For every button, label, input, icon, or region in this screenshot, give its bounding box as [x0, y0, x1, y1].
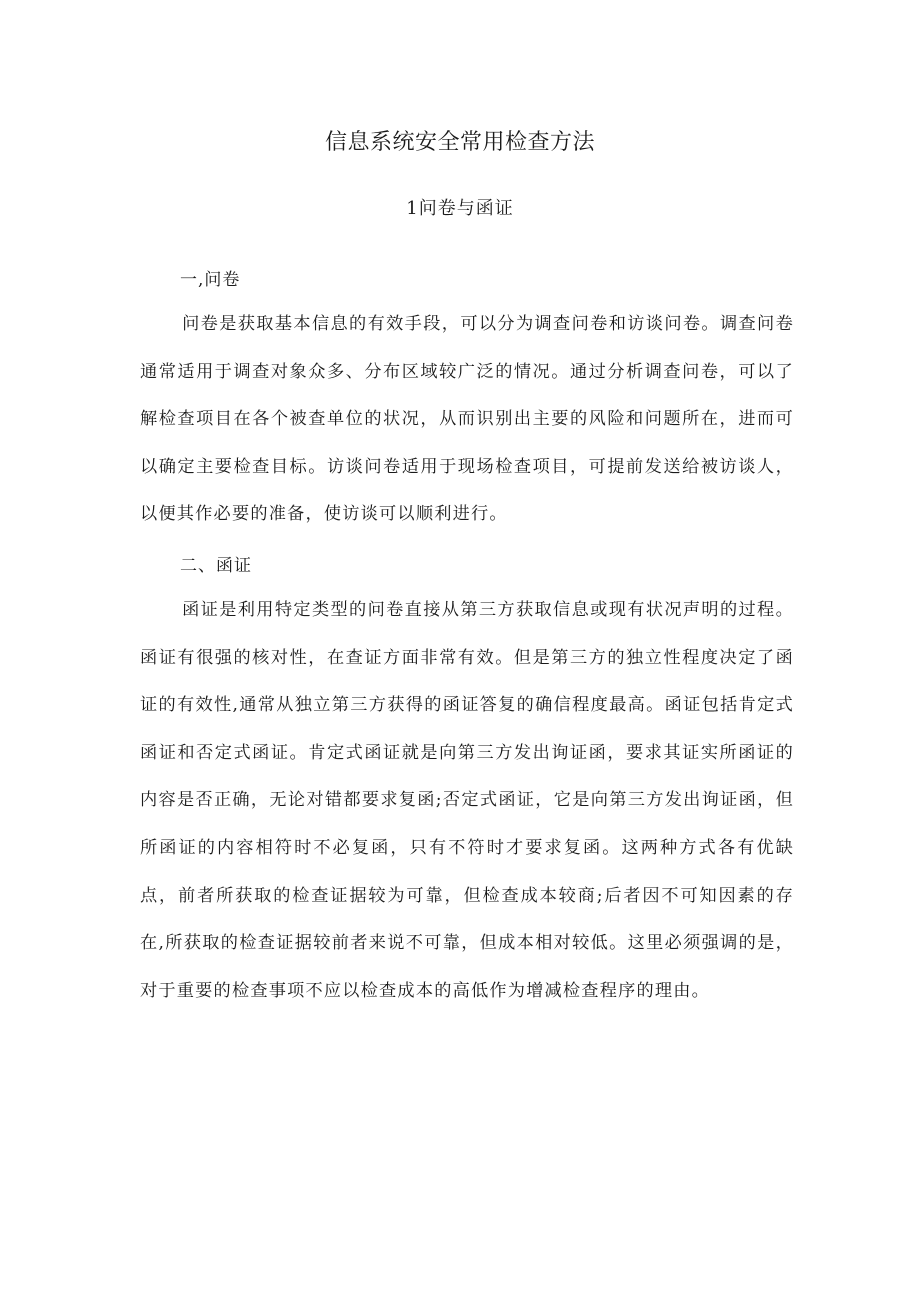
- section-heading-questionnaire: 一,问卷: [180, 270, 241, 290]
- document-title: 信息系统安全常用检查方法: [324, 130, 595, 155]
- section-body-confirmation: 函证是利用特定类型的问卷直接从第三方获取信息或现有状况声明的过程。函证有很强的核对性，在查证方面非常有效。但是第三方的独立性程度决定了函证的有效性,通常从独立第三方获得的函证答复的确信程度最高。函证包括肯定式函证和否定式函证。肯定式函证就是向第三方发出询证函，要求其证实所函证的内容是否正确，无论对错都要求复函;否定式函证，它是向第三方发出询证函，但所函证的内容相符时不必复函，只有不符时才要求复函。这两种方式各有优缺点，前者所获取的检查证据较为可靠，但检查成本较商;后者因不可知因素的存在,所获取的检查证据较前者来说不可靠，但成本相对较低。这里必须强调的是，对于重要的检查事项不应以检查成本的高低作为增减检查程序的理由。: [140, 600, 794, 1001]
- section-heading-confirmation: 二、函证: [180, 556, 252, 576]
- document-subtitle: 1问卷与函证: [406, 198, 514, 219]
- section-body-questionnaire: 问卷是获取基本信息的有效手段，可以分为调查问卷和访谈问卷。调查问卷通常适用于调查对象众多、分布区域较广泛的情况。通过分析调查问卷，可以了解检查项目在各个被查单位的状况，从而识别出主要的风险和问题所在，进而可以确定主要检查目标。访谈问卷适用于现场检查项目，可提前发送给被访谈人，以便其作必要的准备，使访谈可以顺利进行。: [140, 314, 794, 525]
